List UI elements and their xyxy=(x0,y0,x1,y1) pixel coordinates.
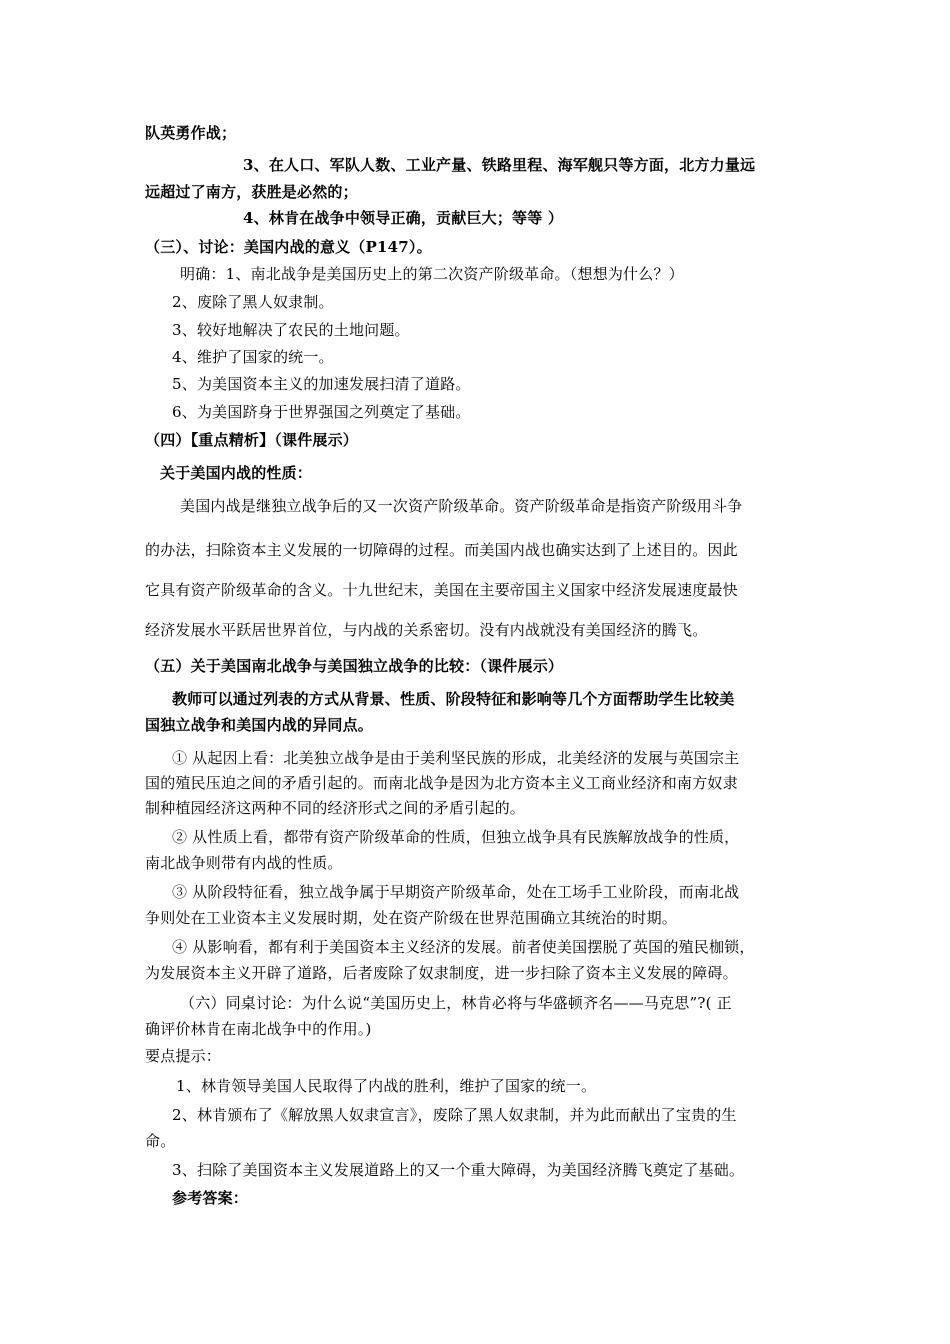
text-line-1: 队英勇作战； xyxy=(145,124,237,142)
text-line-25: 南北战争则带有内战的性质。 xyxy=(145,854,343,872)
reference-answer-heading: 参考答案： xyxy=(172,1189,249,1207)
text-line-32: 要点提示： xyxy=(145,1047,222,1065)
subheading-nature: 关于美国内战的性质： xyxy=(160,464,313,482)
text-line-14: 美国内战是继独立战争后的又一次资产阶级革命。资产阶级革命是指资产阶级用斗争 xyxy=(180,497,743,515)
text-line-24: ② 从性质上看，都带有资产阶级革命的性质，但独立战争具有民族解放战争的性质， xyxy=(172,828,740,846)
text-line-17: 经济发展水平跃居世界首位，与内战的关系密切。没有内战就没有美国经济的腾飞。 xyxy=(145,621,708,639)
text-line-26: ③ 从阶段特征看，独立战争属于早期资产阶级革命，处在工场手工业阶段，而南北战 xyxy=(172,883,740,901)
text-line-31: 确评价林肯在南北战争中的作用。) xyxy=(145,1020,372,1038)
text-line-35: 命。 xyxy=(145,1132,176,1150)
text-line-9: 4、维护了国家的统一。 xyxy=(172,348,334,366)
text-line-36: 3、扫除了美国资本主义发展道路上的又一个重大障碍，为美国经济腾飞奠定了基础。 xyxy=(172,1161,745,1179)
section-heading-4: （四）【重点精析】（课件展示） xyxy=(145,431,359,449)
text-line-34: 2、林肯颁布了《解放黑人奴隶宣言》，废除了黑人奴隶制，并为此而献出了宝贵的生 xyxy=(172,1106,737,1124)
text-line-33: 1、林肯领导美国人民取得了内战的胜利，维护了国家的统一。 xyxy=(176,1077,597,1095)
text-line-2: 3、在人口、军队人数、工业产量、铁路里程、海军舰只等方面，北方力量远 xyxy=(243,156,756,174)
text-line-4: 4、林肯在战争中领导正确，贡献巨大；等等 ） xyxy=(243,209,564,227)
text-line-16: 它具有资产阶级革命的含义。十九世纪末，美国在主要帝国主义国家中经济发展速度最快 xyxy=(145,581,738,599)
text-line-7: 2、废除了黑人奴隶制。 xyxy=(172,293,334,311)
text-line-6: 明确：1、南北战争是美国历史上的第二次资产阶级革命。（想想为什么？） xyxy=(180,265,684,283)
text-line-30: （六）同桌讨论：为什么说“美国历史上，林肯必将与华盛顿齐名——马克思”?( 正 xyxy=(180,994,732,1012)
text-line-23: 制种植园经济这两种不同的经济形式之间的矛盾引起的。 xyxy=(145,799,526,817)
text-line-21: ① 从起因上看：北美独立战争是由于美利坚民族的形成，北美经济的发展与英国宗主 xyxy=(172,749,740,767)
text-line-19: 教师可以通过列表的方式从背景、性质、阶段特征和影响等几个方面帮助学生比较美 xyxy=(172,690,735,708)
text-line-3: 远超过了南方，获胜是必然的； xyxy=(145,183,358,201)
text-line-22: 国的殖民压迫之间的矛盾引起的。而南北战争是因为北方资本主义工商业经济和南方奴隶 xyxy=(145,774,738,792)
text-line-8: 3、较好地解决了农民的土地问题。 xyxy=(172,321,410,339)
text-line-27: 争则处在工业资本主义发展时期，处在资产阶级在世界范围确立其统治的时期。 xyxy=(145,909,678,927)
text-line-29: 为发展资本主义开辟了道路，后者废除了奴隶制度，进一步扫除了资本主义发展的障碍。 xyxy=(145,964,738,982)
text-line-28: ④ 从影响看，都有利于美国资本主义经济的发展。前者使美国摆脱了英国的殖民枷锁， xyxy=(172,938,755,956)
section-heading-5: （五）关于美国南北战争与美国独立战争的比较：（课件展示） xyxy=(145,657,564,675)
text-line-15: 的办法，扫除资本主义发展的一切障碍的过程。而美国内战也确实达到了上述目的。因此 xyxy=(145,541,738,559)
section-heading-3: （三）、讨论：美国内战的意义（P147）。 xyxy=(145,238,432,256)
text-line-11: 6、为美国跻身于世界强国之列奠定了基础。 xyxy=(172,403,471,421)
text-line-10: 5、为美国资本主义的加速发展扫清了道路。 xyxy=(172,375,471,393)
text-line-20: 国独立战争和美国内战的异同点。 xyxy=(145,716,374,734)
